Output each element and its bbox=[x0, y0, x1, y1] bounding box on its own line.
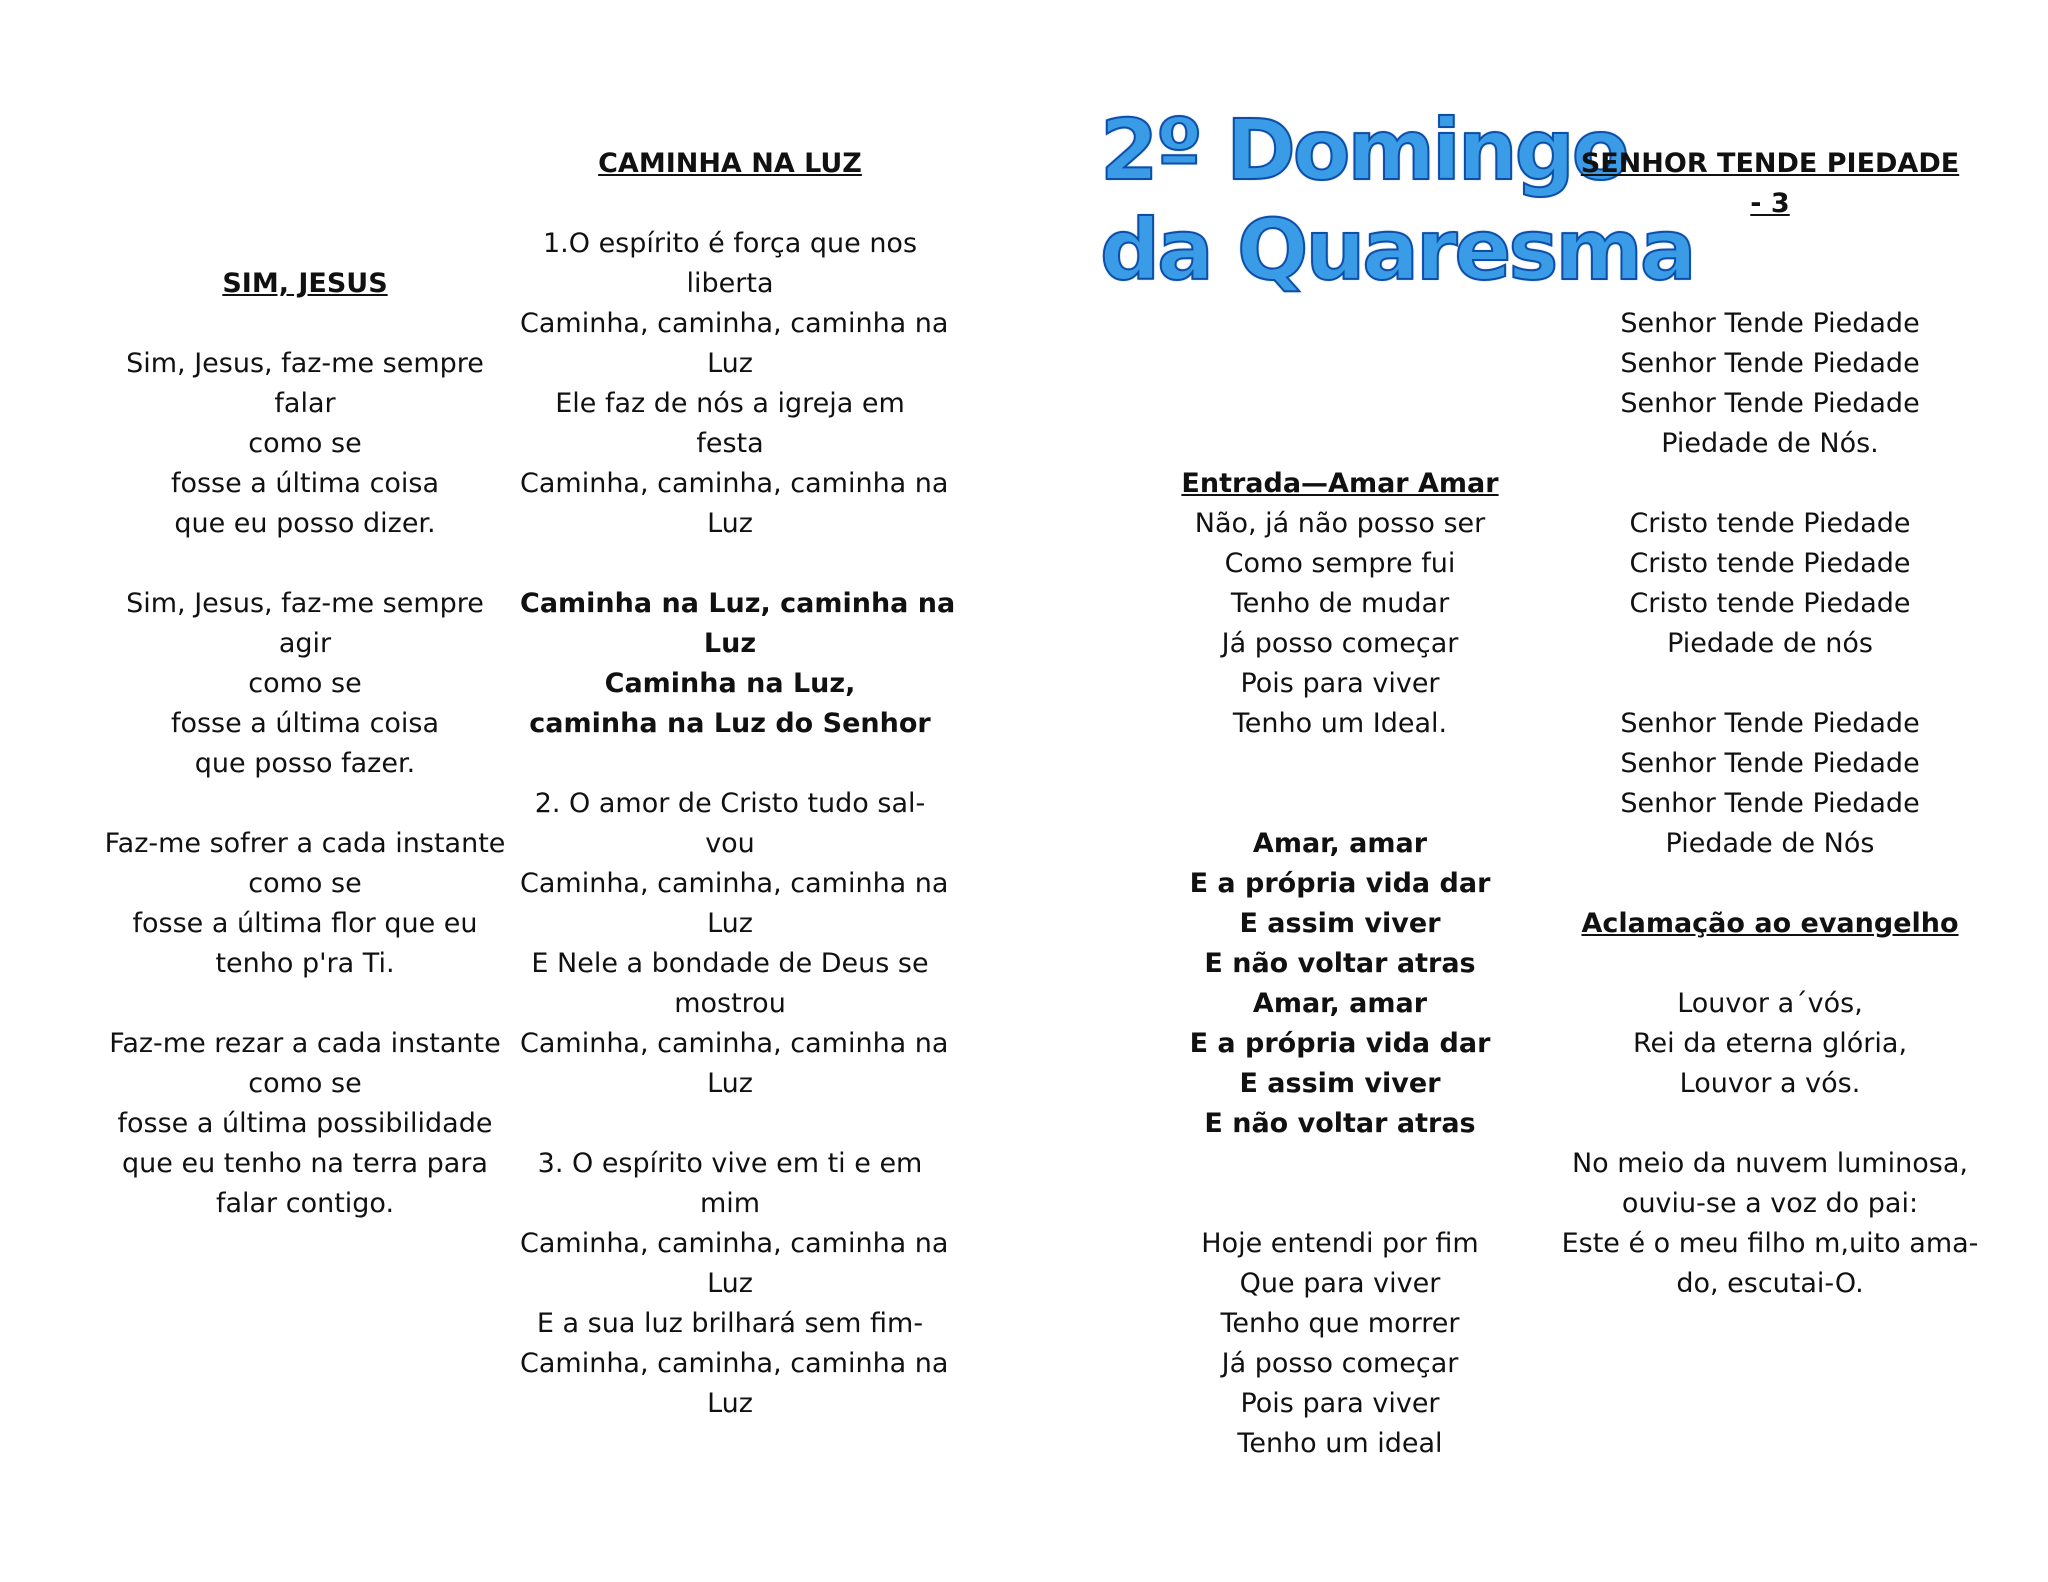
lyric-line: como se bbox=[248, 868, 362, 899]
entrada-heading: Entrada—Amar Amar bbox=[1181, 468, 1499, 499]
caminha-na-luz-column bbox=[520, 144, 956, 1424]
lyric-line: Pois para viver bbox=[1240, 1388, 1440, 1419]
lyric-line: Luz bbox=[707, 1388, 753, 1419]
lyric-line bbox=[1150, 784, 1530, 824]
lyric-line: agir bbox=[278, 628, 332, 659]
caminha-na-luz-heading: CAMINHA NA LUZ bbox=[598, 148, 862, 179]
refrain-line: E não voltar atras bbox=[1204, 1108, 1476, 1139]
lyric-line: Já posso começar bbox=[1221, 1348, 1459, 1379]
entrada-column bbox=[1150, 464, 1530, 1464]
lyric-line: Sim, Jesus, faz-me sempre bbox=[126, 348, 484, 379]
lyric-line: Luz bbox=[707, 348, 753, 379]
lyric-line: fosse a última coisa bbox=[170, 468, 440, 499]
senhor-tende-piedade-column bbox=[1550, 144, 1990, 1304]
lyric-line: Louvor a vós. bbox=[1679, 1068, 1861, 1099]
lyric-line: que posso fazer. bbox=[194, 748, 416, 779]
lyric-line: Como sempre fui bbox=[1224, 548, 1456, 579]
senhor-heading-line-2: - 3 bbox=[1750, 188, 1790, 219]
lyric-line: Caminha, caminha, caminha na bbox=[520, 1228, 949, 1259]
lyric-line: Sim, Jesus, faz-me sempre bbox=[126, 588, 484, 619]
lyric-line: do, escutai-O. bbox=[1676, 1268, 1864, 1299]
lyric-line: que eu tenho na terra para bbox=[122, 1148, 488, 1179]
sim-jesus-heading: SIM, JESUS bbox=[222, 268, 388, 299]
page-title bbox=[1100, 100, 1694, 300]
lyric-line bbox=[1550, 264, 1990, 304]
lyric-line: Hoje entendi por fim bbox=[1201, 1228, 1479, 1259]
lyric-line bbox=[520, 744, 940, 784]
lyric-line bbox=[1550, 224, 1990, 264]
lyric-line: como se bbox=[248, 1068, 362, 1099]
lyric-line: Piedade de Nós bbox=[1665, 828, 1875, 859]
lyric-line: Cristo tende Piedade bbox=[1629, 588, 1911, 619]
lyric-line: Este é o meu filho m,uito ama- bbox=[1561, 1228, 1979, 1259]
lyric-line: Caminha, caminha, caminha na bbox=[520, 1028, 949, 1059]
lyric-line bbox=[95, 544, 515, 584]
lyric-line: Já posso começar bbox=[1221, 628, 1459, 659]
lyric-line: Cristo tende Piedade bbox=[1629, 508, 1911, 539]
sim-jesus-column bbox=[95, 264, 515, 1224]
lyric-line: Caminha, caminha, caminha na bbox=[520, 868, 949, 899]
lyric-line: festa bbox=[696, 428, 764, 459]
title-line-2: da Quaresma bbox=[1100, 201, 1694, 299]
lyric-line: Tenho que morrer bbox=[1220, 1308, 1460, 1339]
refrain-line: E assim viver bbox=[1239, 1068, 1441, 1099]
lyric-line: Tenho de mudar bbox=[1230, 588, 1450, 619]
lyric-line bbox=[1150, 1144, 1530, 1184]
lyric-line: Faz-me rezar a cada instante bbox=[109, 1028, 501, 1059]
refrain-line: Amar, amar bbox=[1252, 988, 1428, 1019]
refrain-line: E a própria vida dar bbox=[1189, 868, 1491, 899]
lyric-line: Luz bbox=[707, 908, 753, 939]
refrain-line: E não voltar atras bbox=[1204, 948, 1476, 979]
lyric-line: mostrou bbox=[674, 988, 786, 1019]
lyric-line: Tenho um Ideal. bbox=[1232, 708, 1448, 739]
title-line-1: 2º Domingo bbox=[1100, 101, 1627, 199]
lyric-line: E Nele a bondade de Deus se bbox=[531, 948, 929, 979]
lyric-line: liberta bbox=[686, 268, 774, 299]
lyric-line: Pois para viver bbox=[1240, 668, 1440, 699]
lyric-line bbox=[1550, 664, 1990, 704]
lyric-line: tenho p'ra Ti. bbox=[215, 948, 395, 979]
refrain-line: Luz bbox=[703, 628, 757, 659]
aclamacao-heading: Aclamação ao evangelho bbox=[1581, 908, 1959, 939]
lyric-line: Senhor Tende Piedade bbox=[1620, 348, 1920, 379]
refrain-line: Amar, amar bbox=[1252, 828, 1428, 859]
refrain-line: Caminha na Luz, bbox=[604, 668, 856, 699]
lyric-line: 1.O espírito é força que nos bbox=[542, 228, 918, 259]
lyric-line: Cristo tende Piedade bbox=[1629, 548, 1911, 579]
refrain-line: Caminha na Luz, caminha na bbox=[520, 588, 956, 619]
lyric-line: 2. O amor de Cristo tudo sal- bbox=[534, 788, 926, 819]
lyric-line bbox=[1550, 464, 1990, 504]
lyric-line: Senhor Tende Piedade bbox=[1620, 788, 1920, 819]
lyric-line: Louvor a´vós, bbox=[1677, 988, 1863, 1019]
lyric-line bbox=[95, 784, 515, 824]
lyric-line: Senhor Tende Piedade bbox=[1620, 388, 1920, 419]
lyric-line bbox=[95, 984, 515, 1024]
lyric-line: Senhor Tende Piedade bbox=[1620, 708, 1920, 739]
refrain-line: E a própria vida dar bbox=[1189, 1028, 1491, 1059]
lyric-line: No meio da nuvem luminosa, bbox=[1571, 1148, 1969, 1179]
refrain-line: caminha na Luz do Senhor bbox=[529, 708, 931, 739]
lyric-line: fosse a última possibilidade bbox=[117, 1108, 493, 1139]
lyric-line: Senhor Tende Piedade bbox=[1620, 748, 1920, 779]
lyric-line: 3. O espírito vive em ti e em bbox=[537, 1148, 923, 1179]
lyric-line: como se bbox=[248, 428, 362, 459]
lyric-line: falar bbox=[274, 388, 336, 419]
lyric-line: Ele faz de nós a igreja em bbox=[555, 388, 905, 419]
senhor-heading-line-1: SENHOR TENDE PIEDADE bbox=[1580, 148, 1960, 179]
lyric-line: Não, já não posso ser bbox=[1194, 508, 1486, 539]
lyric-line bbox=[520, 1104, 940, 1144]
lyric-line: mim bbox=[699, 1188, 761, 1219]
lyric-line: Luz bbox=[707, 1268, 753, 1299]
lyric-line: E a sua luz brilhará sem fim- bbox=[536, 1308, 924, 1339]
lyric-line: Rei da eterna glória, bbox=[1632, 1028, 1908, 1059]
lyric-line bbox=[95, 304, 515, 344]
lyric-line: Piedade de Nós. bbox=[1661, 428, 1879, 459]
lyric-line: Luz bbox=[707, 508, 753, 539]
lyric-line: ouviu-se a voz do pai: bbox=[1621, 1188, 1919, 1219]
lyric-line: Caminha, caminha, caminha na bbox=[520, 1348, 949, 1379]
lyric-line bbox=[1550, 1104, 1990, 1144]
refrain-line: E assim viver bbox=[1239, 908, 1441, 939]
lyric-line bbox=[520, 184, 940, 224]
lyric-line: Tenho um ideal bbox=[1237, 1428, 1443, 1459]
lyric-line: Caminha, caminha, caminha na bbox=[520, 308, 949, 339]
lyric-line bbox=[1150, 744, 1530, 784]
lyric-line: fosse a última flor que eu bbox=[132, 908, 478, 939]
lyric-line bbox=[1150, 1184, 1530, 1224]
lyric-line: Que para viver bbox=[1239, 1268, 1441, 1299]
lyric-line bbox=[520, 544, 940, 584]
lyric-line: Piedade de nós bbox=[1667, 628, 1873, 659]
lyric-line: Caminha, caminha, caminha na bbox=[520, 468, 949, 499]
lyric-line: fosse a última coisa bbox=[170, 708, 440, 739]
lyric-line: Faz-me sofrer a cada instante bbox=[104, 828, 506, 859]
lyric-line bbox=[1550, 864, 1990, 904]
lyric-line: como se bbox=[248, 668, 362, 699]
lyric-line: vou bbox=[705, 828, 755, 859]
lyric-line: que eu posso dizer. bbox=[174, 508, 436, 539]
lyric-line bbox=[1550, 944, 1990, 984]
lyric-line: Luz bbox=[707, 1068, 753, 1099]
lyric-line: falar contigo. bbox=[215, 1188, 395, 1219]
lyric-line: Senhor Tende Piedade bbox=[1620, 308, 1920, 339]
